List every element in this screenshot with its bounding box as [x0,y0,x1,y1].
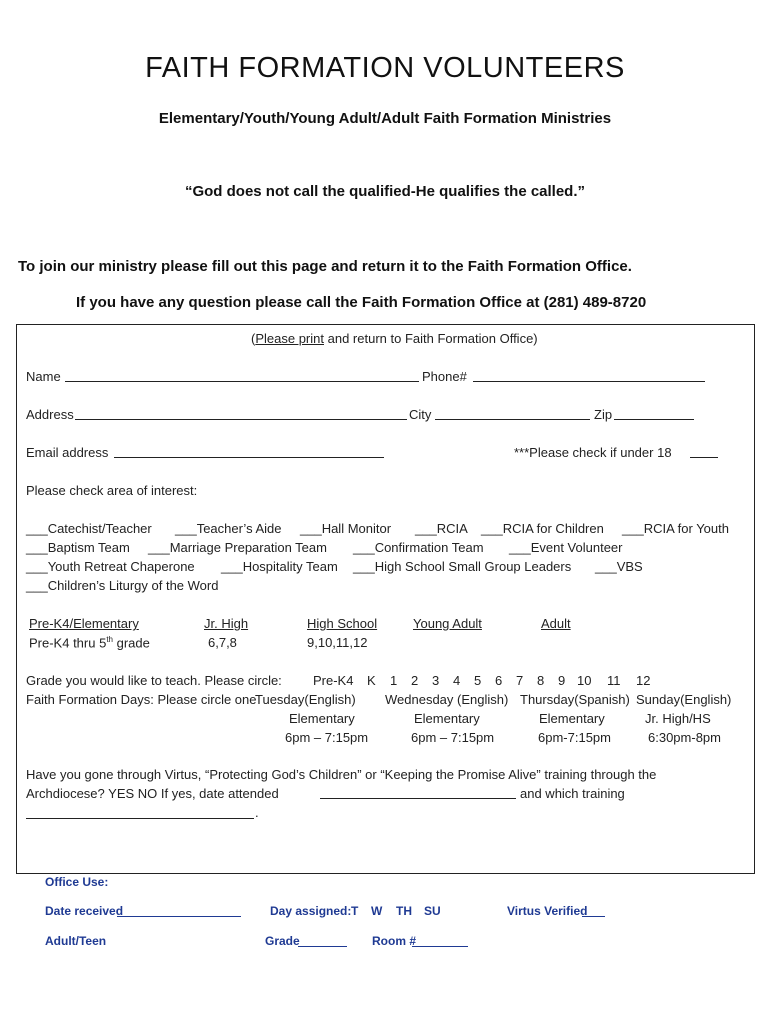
office-room: Room # [372,934,417,948]
day-sunday-group: Jr. High/HS [645,711,711,726]
day-wednesday[interactable]: Wednesday (English) [385,692,509,707]
office-virtus-verified-field[interactable] [582,905,605,917]
day-wednesday-time: 6pm – 7:15pm [411,730,495,745]
grade-2[interactable]: 2 [411,673,419,688]
office-date-received: Date received [45,904,124,918]
form-instruction: (Please print and return to Faith Formation Office) [251,331,538,346]
level-young-adult: Young Adult [413,616,482,631]
under18-label: ***Please check if under 18 [514,445,672,460]
grade-label: Grade you would like to teach. Please circle: [26,673,282,688]
level-high-school-detail: 9,10,11,12 [307,635,368,650]
office-day-th[interactable]: TH [396,904,412,918]
grade-8[interactable]: 8 [537,673,545,688]
page-title: FAITH FORMATION VOLUNTEERS [145,52,625,84]
office-day-w[interactable]: W [371,904,383,918]
day-thursday-time: 6pm-7:15pm [538,730,611,745]
level-jr-high: Jr. High [204,616,249,631]
day-sunday-time: 6:30pm-8pm [648,730,721,745]
interest-youth-retreat[interactable]: ___Youth Retreat Chaperone [26,559,195,574]
day-wednesday-group: Elementary [414,711,480,726]
under18-checkbox[interactable] [690,444,718,458]
level-jr-high-detail: 6,7,8 [208,635,237,650]
page-subtitle: Elementary/Youth/Young Adult/Adult Faith Formation Ministries [158,110,612,127]
grade-11[interactable]: 11 [607,673,621,688]
email-field[interactable] [114,444,384,458]
virtus-which-label: and which training [520,786,625,801]
address-field[interactable] [75,406,407,420]
virtus-answer-line: Archdiocese? YES NO If yes, date attended [26,786,279,801]
level-adult: Adult [541,616,571,631]
city-field[interactable] [435,406,590,420]
office-date-received-field[interactable] [117,905,241,917]
interest-hs-small-group[interactable]: ___High School Small Group Leaders [353,559,572,574]
virtus-end: . [255,805,259,820]
grade-3[interactable]: 3 [432,673,440,688]
interest-rcia[interactable]: ___RCIA [415,521,468,536]
email-label: Email address [26,445,109,460]
grade-9[interactable]: 9 [558,673,566,688]
please-print: Please print [255,331,324,346]
office-virtus-verified: Virtus Verified [507,904,588,918]
office-adult-teen: Adult/Teen [45,934,107,948]
interest-label: Please check area of interest: [26,483,198,498]
office-room-field[interactable] [412,935,468,947]
interest-hall-monitor[interactable]: ___Hall Monitor [300,521,392,536]
office-day-su[interactable]: SU [424,904,441,918]
office-grade: Grade [265,934,300,948]
interest-vbs[interactable]: ___VBS [595,559,643,574]
interest-childrens-liturgy[interactable]: ___Children’s Liturgy of the Word [26,578,219,593]
grade-prek4[interactable]: Pre-K4 [313,673,354,688]
grade-5[interactable]: 5 [474,673,482,688]
interest-baptism[interactable]: ___Baptism Team [26,540,130,555]
phone-field[interactable] [473,368,705,382]
interest-marriage-prep[interactable]: ___Marriage Preparation Team [148,540,327,555]
days-label: Faith Formation Days: Please circle one [26,692,257,707]
grade-6[interactable]: 6 [495,673,503,688]
grade-k[interactable]: K [367,673,376,688]
office-grade-field[interactable] [298,935,347,947]
day-sunday[interactable]: Sunday(English) [636,692,732,707]
office-day-assigned: Day assigned: [270,904,352,918]
interest-teachers-aide[interactable]: ___Teacher’s Aide [175,521,282,536]
contact-info: If you have any question please call the Faith Formation Office at (281) 489-8720 [76,294,647,311]
office-day-t[interactable]: T [351,904,359,918]
office-use-label: Office Use: [45,875,109,889]
level-prek-elementary: Pre-K4/Elementary [29,616,139,631]
grade-10[interactable]: 10 [577,673,592,688]
day-tuesday-time: 6pm – 7:15pm [285,730,369,745]
day-thursday[interactable]: Thursday(Spanish) [520,692,630,707]
city-label: City [409,407,432,422]
join-instructions: To join our ministry please fill out this page and return it to the Faith Formation Office. [18,258,632,275]
level-prek-detail: Pre-K4 thru 5th grade [29,635,150,651]
virtus-training-field[interactable] [26,805,254,819]
quote: “God does not call the qualified-He qualifies the called.” [184,183,586,200]
interest-catechist[interactable]: ___Catechist/Teacher [26,521,152,536]
day-tuesday-group: Elementary [289,711,355,726]
name-label: Name [26,369,61,384]
grade-12[interactable]: 12 [636,673,651,688]
address-label: Address [26,407,74,422]
virtus-date-field[interactable] [320,785,516,799]
grade-4[interactable]: 4 [453,673,461,688]
grade-7[interactable]: 7 [516,673,524,688]
day-thursday-group: Elementary [539,711,605,726]
zip-field[interactable] [614,406,694,420]
interest-rcia-children[interactable]: ___RCIA for Children [481,521,604,536]
interest-confirmation[interactable]: ___Confirmation Team [353,540,484,555]
phone-label: Phone# [422,369,467,384]
interest-hospitality[interactable]: ___Hospitality Team [221,559,338,574]
name-field[interactable] [65,368,419,382]
grade-1[interactable]: 1 [390,673,398,688]
interest-rcia-youth[interactable]: ___RCIA for Youth [622,521,729,536]
zip-label: Zip [594,407,613,422]
day-tuesday[interactable]: Tuesday(English) [255,692,356,707]
interest-event-volunteer[interactable]: ___Event Volunteer [509,540,623,555]
level-high-school: High School [307,616,378,631]
virtus-question: Have you gone through Virtus, “Protecting God’s Children” or “Keeping the Promise Alive” training through the [26,767,657,782]
volunteer-form [16,324,755,874]
